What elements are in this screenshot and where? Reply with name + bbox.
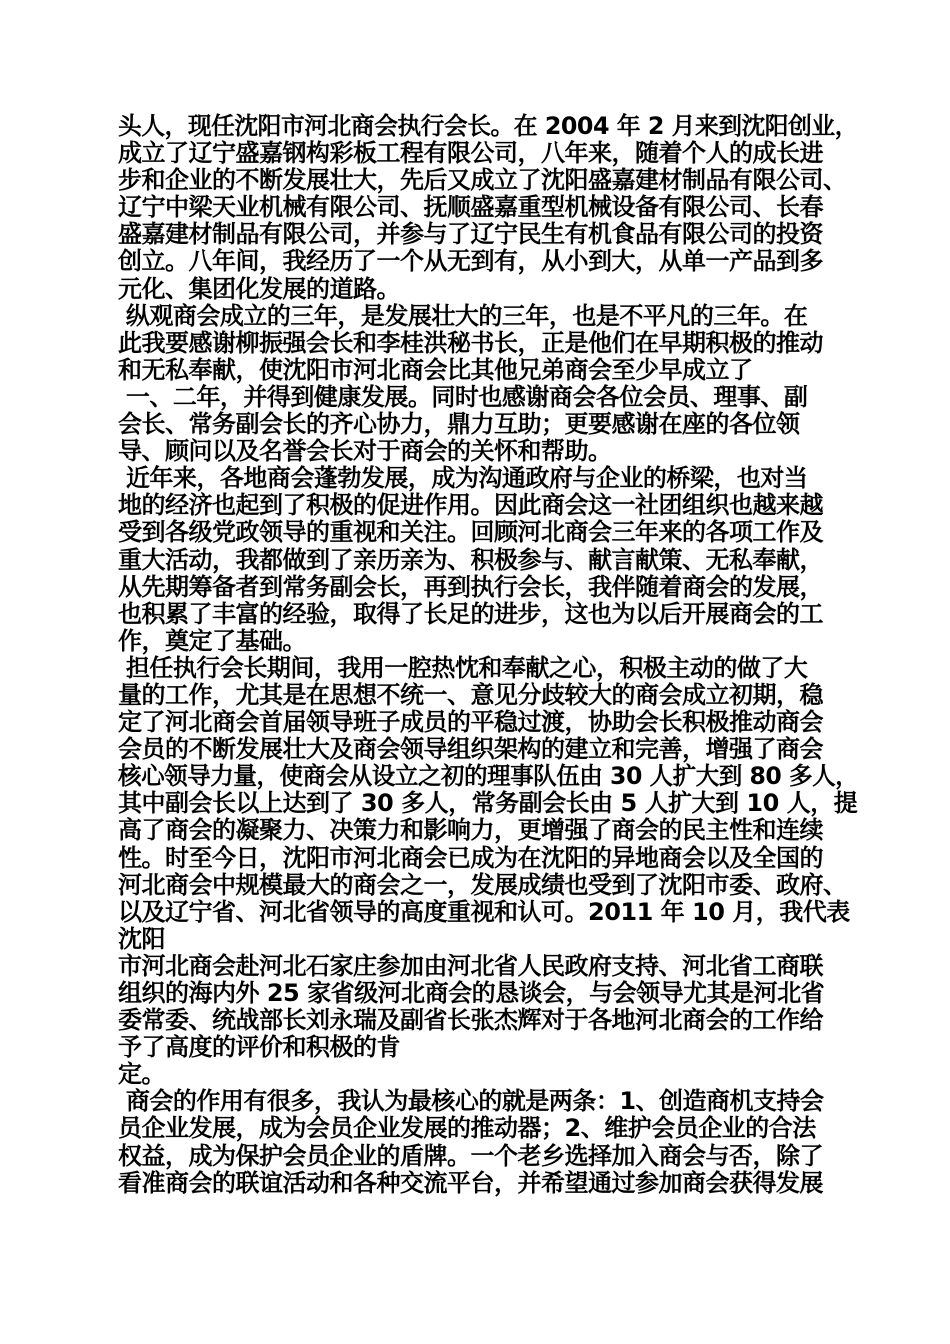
- text-line: 权益，成为保护会员企业的盾牌。一个老乡选择加入商会与否，除了: [118, 1141, 823, 1170]
- text-line: 纵观商会成立的三年，是发展壮大的三年，也是不平凡的三年。在: [118, 301, 808, 330]
- text-line: 量的工作，尤其是在思想不统一、意见分歧较大的商会成立初期，稳: [118, 680, 823, 709]
- text-line: 委常委、统战部长刘永瑞及副省长张杰辉对于各地河北商会的工作给: [118, 1006, 823, 1035]
- text-line: 从先期筹备者到常务副会长，再到执行会长，我伴随着商会的发展，: [118, 572, 823, 601]
- text-line: 以及辽宁省、河北省领导的高度重视和认可。2011 年 10 月，我代表: [118, 897, 850, 926]
- text-line: 地的经济也起到了积极的促进作用。因此商会这一社团组织也越来越: [118, 491, 823, 520]
- text-line: 河北商会中规模最大的商会之一，发展成绩也受到了沈阳市委、政府、: [118, 870, 847, 899]
- text-line: 其中副会长以上达到了 30 多人，常务副会长由 5 人扩大到 10 人，提: [118, 789, 858, 818]
- text-line: 盛嘉建材制品有限公司，并参与了辽宁民生有机食品有限公司的投资: [118, 220, 823, 249]
- text-line: 性。时至今日，沈阳市河北商会已成为在沈阳的异地商会以及全国的: [118, 843, 823, 872]
- text-line: 和无私奉献，使沈阳市河北商会比其他兄弟商会至少早成立了: [118, 355, 753, 384]
- text-line: 受到各级党政领导的重视和关注。回顾河北商会三年来的各项工作及: [118, 518, 823, 547]
- text-line: 商会的作用有很多，我认为最核心的就是两条：1、创造商机支持会: [118, 1087, 824, 1116]
- text-line: 元化、集团化发展的道路。: [118, 274, 400, 303]
- text-line: 高了商会的凝聚力、决策力和影响力，更增强了商会的民主性和连续: [118, 816, 823, 845]
- text-line: 市河北商会赴河北石家庄参加由河北省人民政府支持、河北省工商联: [118, 951, 823, 980]
- text-line: 辽宁中梁天业机械有限公司、抚顺盛嘉重型机械设备有限公司、长春: [118, 193, 823, 222]
- text-line: 员企业发展，成为会员企业发展的推动器；2、维护会员企业的合法: [118, 1114, 816, 1143]
- text-line: 近年来，各地商会蓬勃发展，成为沟通政府与企业的桥梁，也对当: [118, 464, 808, 493]
- text-line: 组织的海内外 25 家省级河北商会的恳谈会，与会领导尤其是河北省: [118, 979, 825, 1007]
- text-line: 定。: [118, 1060, 165, 1089]
- text-line: 予了高度的评价和积极的肯: [118, 1033, 400, 1062]
- text-line: 会员的不断发展壮大及商会领导组织架构的建立和完善，增强了商会: [118, 735, 823, 764]
- text-line: 创立。八年间，我经历了一个从无到有，从小到大，从单一产品到多: [118, 247, 823, 276]
- text-line: 导、顾问以及名誉会长对于商会的关怀和帮助。: [118, 437, 612, 466]
- text-line: 核心领导力量，使商会从设立之初的理事队伍由 30 人扩大到 80 多人，: [118, 762, 859, 791]
- text-line: 此我要感谢柳振强会长和李桂洪秘书长，正是他们在早期积极的推动: [118, 328, 823, 357]
- text-line: 一、二年，并得到健康发展。同时也感谢商会各位会员、理事、副: [118, 382, 808, 411]
- text-line: 成立了辽宁盛嘉钢构彩板工程有限公司，八年来，随着个人的成长进: [118, 139, 823, 168]
- text-line: 步和企业的不断发展壮大，先后又成立了沈阳盛嘉建材制品有限公司、: [118, 166, 847, 195]
- text-line: 定了河北商会首届领导班子成员的平稳过渡，协助会长积极推动商会: [118, 708, 823, 737]
- document-body-text: [118, 113, 858, 1197]
- text-line: 沈阳: [118, 924, 165, 953]
- text-line: 头人，现任沈阳市河北商会执行会长。在 2004 年 2 月来到沈阳创业，: [118, 112, 858, 140]
- text-line: 担任执行会长期间，我用一腔热忱和奉献之心，积极主动的做了大: [118, 653, 808, 682]
- text-line: 会长、常务副会长的齐心协力，鼎力互助；更要感谢在座的各位领: [118, 410, 800, 439]
- text-line: 重大活动，我都做到了亲历亲为、积极参与、献言献策、无私奉献，: [118, 545, 823, 574]
- text-line: 也积累了丰富的经验，取得了长足的进步，这也为以后开展商会的工: [118, 599, 823, 628]
- text-line: 看准商会的联谊活动和各种交流平台，并希望通过参加商会获得发展: [118, 1168, 823, 1197]
- text-line: 作，奠定了基础。: [118, 626, 306, 655]
